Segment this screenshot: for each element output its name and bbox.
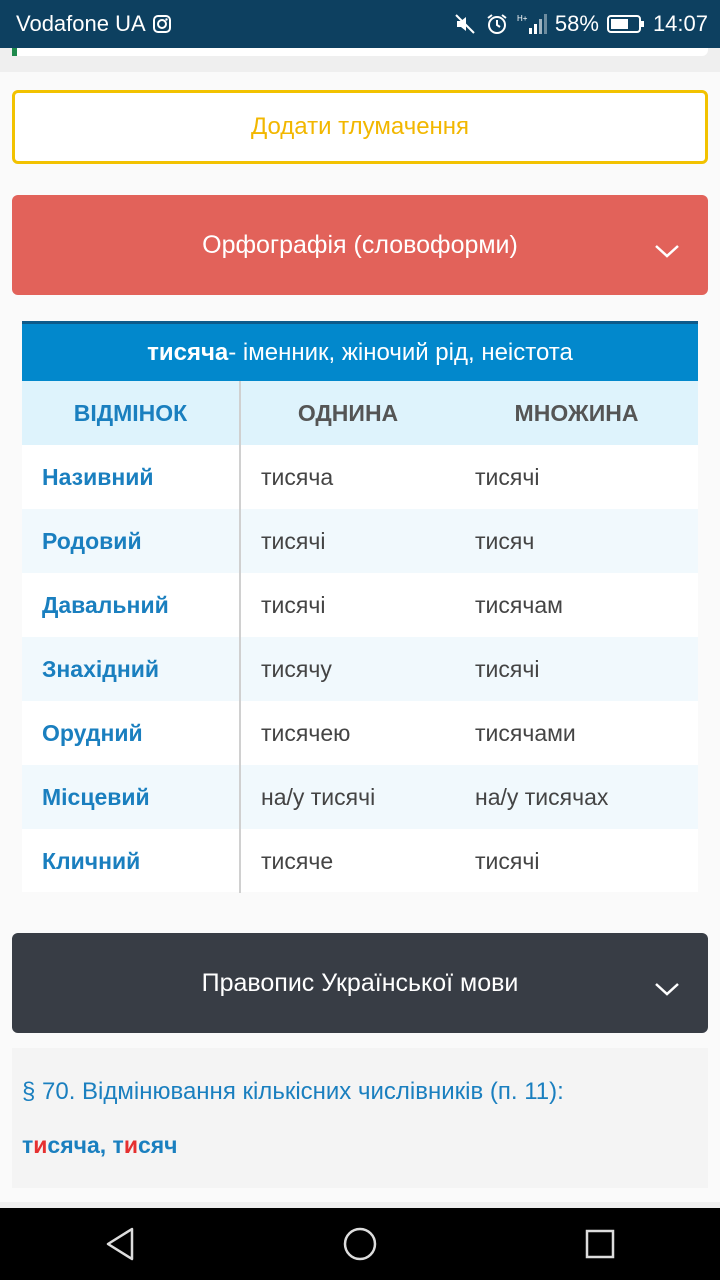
singular-form: тисячею: [261, 719, 351, 746]
plural-form: тисячами: [475, 719, 576, 746]
table-row: [22, 701, 698, 765]
orthography-accordion-title: Правопис Української мови: [201, 968, 519, 997]
declension-table: [22, 321, 698, 892]
example-word-part: т: [112, 1132, 124, 1158]
table-row: [22, 573, 698, 637]
example-word-part: сяча: [47, 1132, 100, 1158]
example-separator: ,: [99, 1132, 113, 1158]
column-header-case: ВІДМІНОК: [22, 381, 241, 445]
rule-title-link[interactable]: § 70. Відмінювання кількісних числівників (п. 11):: [22, 1078, 564, 1105]
table-caption: [22, 321, 698, 381]
singular-form: на/у тисячі: [261, 783, 376, 810]
example-word-part: сяч: [137, 1132, 178, 1158]
signal-icon: [517, 12, 547, 36]
table-word: тисяча: [147, 338, 229, 366]
plural-form: тисячі: [475, 463, 540, 490]
battery-icon: [607, 13, 645, 35]
add-definition-button[interactable]: Додати тлумачення: [12, 90, 708, 164]
battery-percent: 58%: [554, 11, 599, 36]
column-header-plural: МНОЖИНА: [514, 399, 639, 426]
case-name: Орудний: [22, 701, 241, 765]
carrier-name: Vodafone UA: [16, 11, 146, 36]
chevron-down-icon: [654, 975, 680, 1004]
table-header-row: [22, 381, 698, 445]
table-row: [22, 829, 698, 893]
case-name: Кличний: [22, 829, 241, 893]
status-bar: [0, 0, 720, 48]
clock: 14:07: [652, 11, 708, 36]
case-name: Давальний: [22, 573, 241, 637]
case-name: Називний: [22, 445, 241, 509]
previous-card-edge: [12, 48, 708, 56]
navigation-bar: [0, 1208, 720, 1280]
orthography-accordion[interactable]: [12, 933, 708, 1033]
case-name: Знахідний: [22, 637, 241, 701]
table-row: [22, 445, 698, 509]
home-icon[interactable]: [300, 1208, 420, 1280]
recents-icon[interactable]: [540, 1208, 660, 1280]
highlighted-letter: и: [33, 1132, 48, 1158]
rule-examples: [22, 1132, 178, 1159]
column-header-singular: ОДНИНА: [297, 399, 399, 426]
case-name: Місцевий: [22, 765, 241, 829]
singular-form: тисячі: [261, 527, 326, 554]
table-row: [22, 765, 698, 829]
plural-form: на/у тисячах: [475, 783, 609, 810]
spelling-accordion[interactable]: [12, 195, 708, 295]
table-row: [22, 509, 698, 573]
alarm-icon: [485, 12, 509, 36]
card-accent: [12, 48, 17, 56]
singular-form: тисячі: [261, 591, 326, 618]
instagram-icon: [152, 14, 172, 34]
plural-form: тисяч: [475, 527, 535, 554]
singular-form: тисяче: [261, 847, 334, 874]
plural-form: тисячі: [475, 847, 540, 874]
chevron-down-icon: [654, 237, 680, 266]
svg-text:H+: H+: [516, 14, 528, 23]
orthography-rule: [12, 1048, 708, 1188]
highlighted-letter: и: [123, 1132, 138, 1158]
example-word-part: т: [22, 1132, 34, 1158]
case-name: Родовий: [22, 509, 241, 573]
plural-form: тисячі: [475, 655, 540, 682]
back-icon[interactable]: [60, 1208, 180, 1280]
singular-form: тисячу: [261, 655, 332, 682]
table-word-description: - іменник, жіночий рід, неістота: [228, 338, 573, 366]
mute-icon: [453, 12, 477, 36]
plural-form: тисячам: [475, 591, 563, 618]
table-row: [22, 637, 698, 701]
singular-form: тисяча: [261, 463, 334, 490]
spelling-accordion-title: Орфографія (словоформи): [202, 230, 518, 259]
